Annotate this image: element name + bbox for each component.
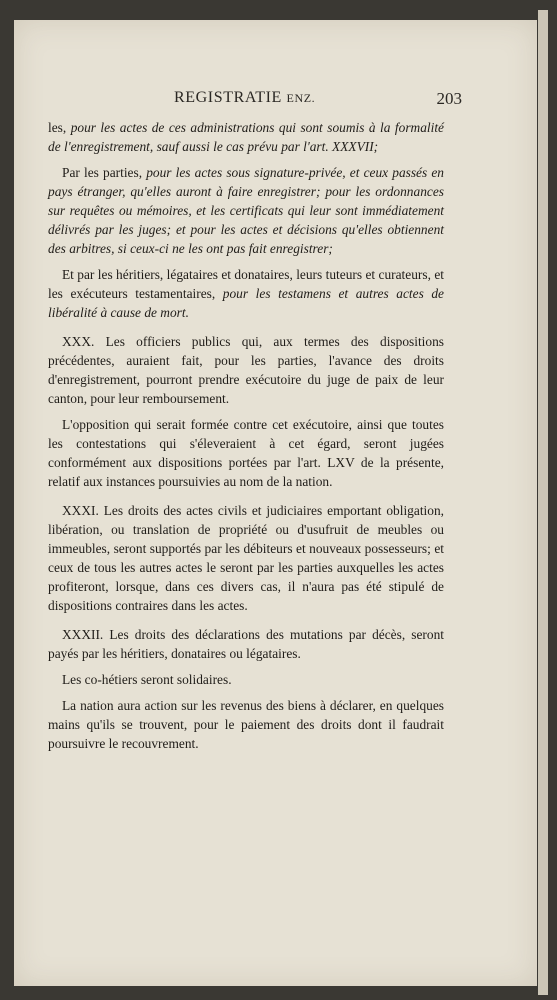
paragraph-nation-action: La nation aura action sur les revenus des biens à déclarer, en quelques mains qu'ils se trouvent, pour le paiement des droits dont il faudrait poursuivre le recouvrement. — [48, 698, 444, 751]
article-xxxii: XXXII. Les droits des déclarations des mutations par décès, seront payés par les héritiers, donataires ou légataires. — [48, 627, 444, 661]
continuation-italic: pour les actes de ces administrations qui sont soumis à la formalité de l'enregistrement, sauf aussi le cas prévu par l'art. XXXVII; — [48, 120, 445, 154]
page-number: 203 — [436, 89, 462, 108]
page-edge — [538, 10, 548, 995]
continuation-plain: les, — [48, 120, 71, 135]
body-text — [48, 118, 444, 760]
paragraph-parties-plain: Par les parties, — [62, 165, 147, 180]
running-head — [174, 89, 315, 107]
paragraph-parties — [48, 163, 444, 258]
page-header — [174, 89, 464, 111]
paragraph-heirs-plain: Et par les héritiers, légataires et donataires, leurs tuteurs et curateurs, et les exécuteurs testamentaires, — [48, 267, 444, 301]
paragraph-parties-italic: pour les actes sous signature-privée, et ceux passés en pays étranger, qu'elles auront à faire enregistrer; pour les ordonnances sur requêtes ou mémoires, et les certificats qui leur sont immédiatement délivrés par les juges; et pour les actes et décisions qu'elles obtiennent des arbitres, si ceux-ci ne les ont pas fait enregistrer; — [48, 165, 444, 256]
paragraph-continuation — [48, 118, 444, 156]
running-head-suffix: ENZ. — [286, 91, 316, 105]
article-xxx: XXX. Les officiers publics qui, aux termes des dispositions précédentes, auraient fait, pour les parties, l'avance des droits d'enregistrement, pourront prendre exécutoire du juge de paix de leur canton, pour leur remboursement. — [48, 334, 444, 406]
paragraph-co-heirs: Les co-hétiers seront solidaires. — [62, 672, 232, 687]
paragraph-heirs — [48, 265, 444, 322]
article-xxxi: XXXI. Les droits des actes civils et judiciaires emportant obligation, libération, ou translation de propriété ou d'usufruit de meubles ou immeubles, seront supportés par les débiteurs et nouveaux possesseurs; et ceux de tous les autres actes le seront par les parties auxquelles les actes profiteront, lorsque, dans ces divers cas, il n'aura pas été stipulé de dispositions contraires dans les actes. — [48, 503, 444, 613]
paragraph-opposition: L'opposition qui serait formée contre cet exécutoire, ainsi que toutes les contestations qui s'éleveraient à cet égard, seront jugées conformément aux dispositions portées par l'art. LXV de la présente, relatif aux instances poursuivies au nom de la nation. — [48, 417, 444, 489]
paragraph-heirs-italic: pour les testamens et autres actes de libéralité à cause de mort. — [48, 286, 444, 320]
running-head-title: REGISTRATIE — [174, 89, 282, 106]
